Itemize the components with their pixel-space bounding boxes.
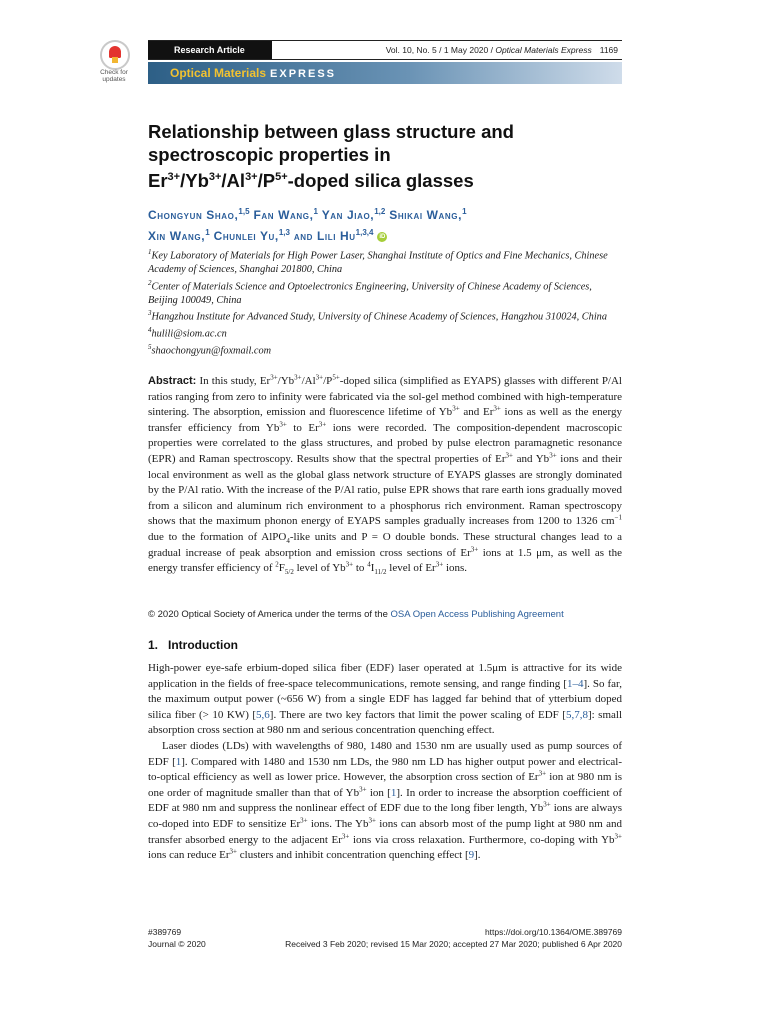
paragraph-text: High-power eye-safe erbium-doped silica fiber (EDF) laser operated at 1.5μm is attractive for its wide application in the fields of free-space telecommunications, remote sensing, and range finding [ xyxy=(148,662,622,690)
affiliation-list xyxy=(148,246,622,358)
abstract-text: ions and their local environment as well as the global glass network structure of EYAPS glasses are strongly dominated by the P/Al ratio. With the increase of the P/Al ratio, pulse EPR shows that rare earth ions gradually moved from a silicon and aluminum rich environment to a phosphorus rich environment. Raman spectroscopy shows that the maximum phonon energy of EYAPS samples gradually increases from 1200 to 1326 cm xyxy=(148,452,622,528)
charge-sup: 3+ xyxy=(345,560,354,569)
check-for-updates-icon xyxy=(100,40,130,70)
author-name: and Lili Hu xyxy=(293,229,356,243)
paper-title xyxy=(148,120,618,192)
paragraph-text: ]. There are two key factors that limit the power scaling of EDF [ xyxy=(269,708,566,721)
footer-left xyxy=(148,926,206,950)
title-er-sup: 3+ xyxy=(167,171,181,183)
abstract-text: ions at 1.5 μm, as well as the energy transfer efficiency of xyxy=(148,546,622,575)
abstract-text: /P xyxy=(323,375,333,387)
paragraph-text: ions can reduce Er xyxy=(148,849,230,862)
paragraph-text: ]. So far, the maximum output power (~656 W) from a single EDF has lagged far behind that of ytterbium doped silica fiber (> 10 KW) [ xyxy=(148,677,622,721)
badge-label-line1: Check for xyxy=(100,69,128,76)
charge-sup: 3+ xyxy=(505,451,513,460)
charge-sup: 3+ xyxy=(341,831,350,840)
abstract-text: /Al xyxy=(301,375,316,387)
paragraph-text: ions are always co-doped into EDF to sensitize Er xyxy=(148,802,623,830)
author-affiliation-sup: 1 xyxy=(313,207,318,216)
abstract-text: -like units and P = O double bonds. These structural changes lead to a gradual increase of peak absorption and emission cross sections of Er xyxy=(148,530,623,559)
abstract-text: and Er xyxy=(459,406,494,419)
orcid-icon[interactable]: iD xyxy=(379,233,386,240)
badge-label xyxy=(92,69,136,83)
charge-sup: 3+ xyxy=(318,420,327,429)
abstract-text: to xyxy=(353,562,368,575)
citation-link[interactable]: 5,6 xyxy=(256,708,270,721)
email-link[interactable]: hulili@siom.ac.cn xyxy=(151,328,227,340)
affiliation-item xyxy=(148,324,622,341)
citation-link[interactable]: 1–4 xyxy=(566,677,584,690)
author[interactable] xyxy=(389,208,466,222)
level-sup: 4 xyxy=(367,560,371,569)
charge-sup: 5+ xyxy=(332,373,340,382)
charge-sup: 3+ xyxy=(294,373,302,382)
affiliation-item xyxy=(148,246,622,277)
section-number: 1. xyxy=(148,638,159,652)
author[interactable] xyxy=(322,208,386,222)
affiliation-text: Key Laboratory of Materials for High Power Laser, Shanghai Institute of Optics and Fine Mechanics, Chinese Academy of Sciences, Shanghai 201800, China xyxy=(148,250,608,276)
author-name: Xin Wang, xyxy=(148,229,206,243)
author[interactable] xyxy=(253,208,318,222)
title-al: /Al xyxy=(221,170,246,192)
abstract-text: I xyxy=(370,562,375,575)
level-sub: 11/2 xyxy=(374,568,387,577)
footer-right xyxy=(285,926,622,950)
journal-logo xyxy=(170,62,336,85)
section-title: Introduction xyxy=(168,638,238,652)
formula-sub: 4 xyxy=(286,537,290,546)
journal-banner xyxy=(148,62,622,84)
email-link[interactable]: shaochongyun@foxmail.com xyxy=(151,345,272,357)
abstract-text: In this study, Er xyxy=(196,375,271,387)
abstract-text: -doped silica (simplified as EYAPS) glasses with different P/Al ratios ranging from zero to infinity were fabricated via the sol-gel method combined with high-temperature sintering. The absorption, emission and fluorescence lifetime of Yb xyxy=(148,375,622,419)
paragraph-text: ions via cross relaxation. Furthermore, co-doping with Yb xyxy=(349,833,615,846)
unit-sup: −1 xyxy=(614,513,622,522)
article-id: #389769 xyxy=(148,927,182,937)
journal-copyright: Journal © 2020 xyxy=(148,939,206,949)
abstract-text: level of Er xyxy=(386,562,436,575)
author-name: Chunlei Yu, xyxy=(213,229,279,243)
paragraph-text: ions can absorb most of the pump light at 980 nm and transfer absorbed energy to the adjacent Er xyxy=(148,817,622,846)
journal-name-express: EXPRESS xyxy=(270,68,337,80)
title-er: Er xyxy=(148,170,168,192)
abstract xyxy=(148,374,622,577)
abstract-text: to Er xyxy=(286,421,319,434)
charge-sup: 3+ xyxy=(359,785,367,794)
charge-sup: 3+ xyxy=(315,373,324,382)
charge-sup: 3+ xyxy=(614,831,622,840)
author-name: Fan Wang, xyxy=(253,208,314,222)
abstract-text: /Yb xyxy=(277,375,295,387)
author-list xyxy=(148,203,622,245)
citation-link[interactable]: 5,7,8 xyxy=(565,708,588,721)
abstract-label: Abstract: xyxy=(148,375,197,387)
charge-sup: 3+ xyxy=(543,800,551,809)
charge-sup: 3+ xyxy=(452,404,460,413)
citation-journal: Optical Materials Express xyxy=(495,45,592,55)
title-p-sup: 5+ xyxy=(275,171,288,183)
citation-volume: Vol. 10, No. 5 / 1 May 2020 / xyxy=(385,45,496,55)
abstract-text: F xyxy=(278,562,285,575)
author-affiliation-sup: 1,3,4 xyxy=(355,228,374,237)
author-affiliation-sup: 1 xyxy=(205,228,210,237)
publishing-agreement-link[interactable]: OSA Open Access Publishing Agreement xyxy=(390,609,564,620)
paragraph-text: ion [ xyxy=(366,786,391,799)
citation-link[interactable]: 1 xyxy=(390,786,397,799)
paragraph-text: clusters and inhibit concentration quenching effect [ xyxy=(237,849,469,862)
affiliation-number: 2 xyxy=(148,278,152,287)
paragraph-text: Laser diodes (LDs) with wavelengths of 980, 1480 and 1530 nm are usually used as pump sources of EDF [ xyxy=(148,739,622,768)
title-p: /P xyxy=(257,170,276,192)
affiliation-text: Center of Materials Science and Optoelectronics Engineering, University of Chinese Academy of Sciences, Beijing 100049, China xyxy=(148,281,592,306)
citation-line xyxy=(386,41,618,59)
affiliation-number: 1 xyxy=(148,248,152,256)
paragraph-text: ]. In order to increase the absorption coefficient of EDF at 980 nm and suppress the nonlinear effect of EDF due to the long fiber length, Yb xyxy=(148,786,622,815)
check-for-updates-badge[interactable] xyxy=(92,40,136,92)
doi-link[interactable]: https://doi.org/10.1364/OME.389769 xyxy=(484,927,622,937)
citation-link[interactable]: 1 xyxy=(175,755,182,768)
charge-sup: 3+ xyxy=(538,769,547,778)
charge-sup: 3+ xyxy=(279,420,287,429)
charge-sup: 3+ xyxy=(549,451,557,460)
paragraph xyxy=(148,661,622,739)
charge-sup: 3+ xyxy=(368,816,376,825)
level-sub: 5/2 xyxy=(284,568,294,577)
paragraph-text: ions. The Yb xyxy=(307,817,369,830)
title-rest: -doped silica glasses xyxy=(287,170,474,192)
introduction-body xyxy=(148,661,622,864)
title-yb: /Yb xyxy=(180,170,209,192)
affiliation-number: 3 xyxy=(148,309,152,318)
publication-dates: Received 3 Feb 2020; revised 15 Mar 2020; accepted 27 Mar 2020; published 6 Apr 2020 xyxy=(285,939,622,949)
affiliation-text: Hangzhou Institute for Advanced Study, University of Chinese Academy of Sciences, Hangzhou 310024, China xyxy=(151,311,607,323)
abstract-text: due to the formation of AlPO xyxy=(148,530,287,543)
charge-sup: 3+ xyxy=(435,560,444,569)
author[interactable] xyxy=(294,229,374,243)
author-name: Shikai Wang, xyxy=(389,208,463,222)
title-line-1: Relationship between glass structure and xyxy=(148,121,514,142)
affiliation-item xyxy=(148,307,622,324)
affiliation-item xyxy=(148,277,622,308)
copyright-text: © 2020 Optical Society of America under the terms of the xyxy=(148,609,391,620)
affiliation-item xyxy=(148,341,622,358)
paragraph-text: ]. xyxy=(474,849,481,862)
journal-name: Optical Materials xyxy=(170,66,267,80)
abstract-text: ions. xyxy=(443,562,468,575)
abstract-text: level of Yb xyxy=(293,562,346,575)
author-name: Chongyun Shao, xyxy=(148,208,239,222)
copyright-notice xyxy=(148,608,622,621)
charge-sup: 3+ xyxy=(270,373,278,382)
section-heading xyxy=(148,637,238,653)
abstract-text: ions were recorded. The composition-dependent macroscopic properties were correlated to the glass structures, and probed by pulse electron paramagnetic resonance (EPR) and Raman spectroscopy. Results show that the spectral properties of Er xyxy=(148,421,622,465)
affiliation-number: 5 xyxy=(148,343,152,352)
author[interactable] xyxy=(148,208,250,222)
paragraph-text: ]. Compared with 1480 and 1530 nm LDs, the 980 nm LD has higher output power and electrical-to-optical efficiency as well as lower price. However, the absorption cross section of Er xyxy=(148,755,622,784)
article-type-label: Research Article xyxy=(148,41,272,59)
author[interactable] xyxy=(214,229,290,243)
paragraph-text: ]: small absorption cross section at 980 nm and serious concentration quenching effect. xyxy=(148,708,622,737)
page-number: 1169 xyxy=(599,45,618,55)
citation-link[interactable]: 9 xyxy=(468,849,475,862)
charge-sup: 3+ xyxy=(493,404,501,413)
title-line-2: spectroscopic properties in xyxy=(148,144,391,165)
title-yb-sup: 3+ xyxy=(208,171,222,183)
charge-sup: 3+ xyxy=(470,544,479,553)
charge-sup: 3+ xyxy=(300,816,308,825)
abstract-text: and Yb xyxy=(512,452,550,465)
charge-sup: 3+ xyxy=(229,847,237,856)
author-affiliation-sup: 1,2 xyxy=(374,207,386,216)
author-name: Yan Jiao, xyxy=(321,208,375,222)
badge-label-line2: updates xyxy=(102,76,126,83)
running-header xyxy=(148,40,622,60)
title-line-3 xyxy=(148,166,618,192)
author[interactable] xyxy=(148,229,210,243)
paragraph xyxy=(148,739,622,864)
affiliation-number: 4 xyxy=(148,326,152,335)
abstract-text: ions as well as the energy transfer efficiency from Yb xyxy=(148,406,622,434)
author-affiliation-sup: 1,3 xyxy=(278,228,290,237)
level-sup: 2 xyxy=(275,560,279,569)
title-al-sup: 3+ xyxy=(245,171,258,183)
paragraph-text: ion at 980 nm is one order of magnitude smaller than that of Yb xyxy=(148,771,622,799)
author-affiliation-sup: 1,5 xyxy=(238,207,250,216)
author-affiliation-sup: 1 xyxy=(462,207,467,216)
